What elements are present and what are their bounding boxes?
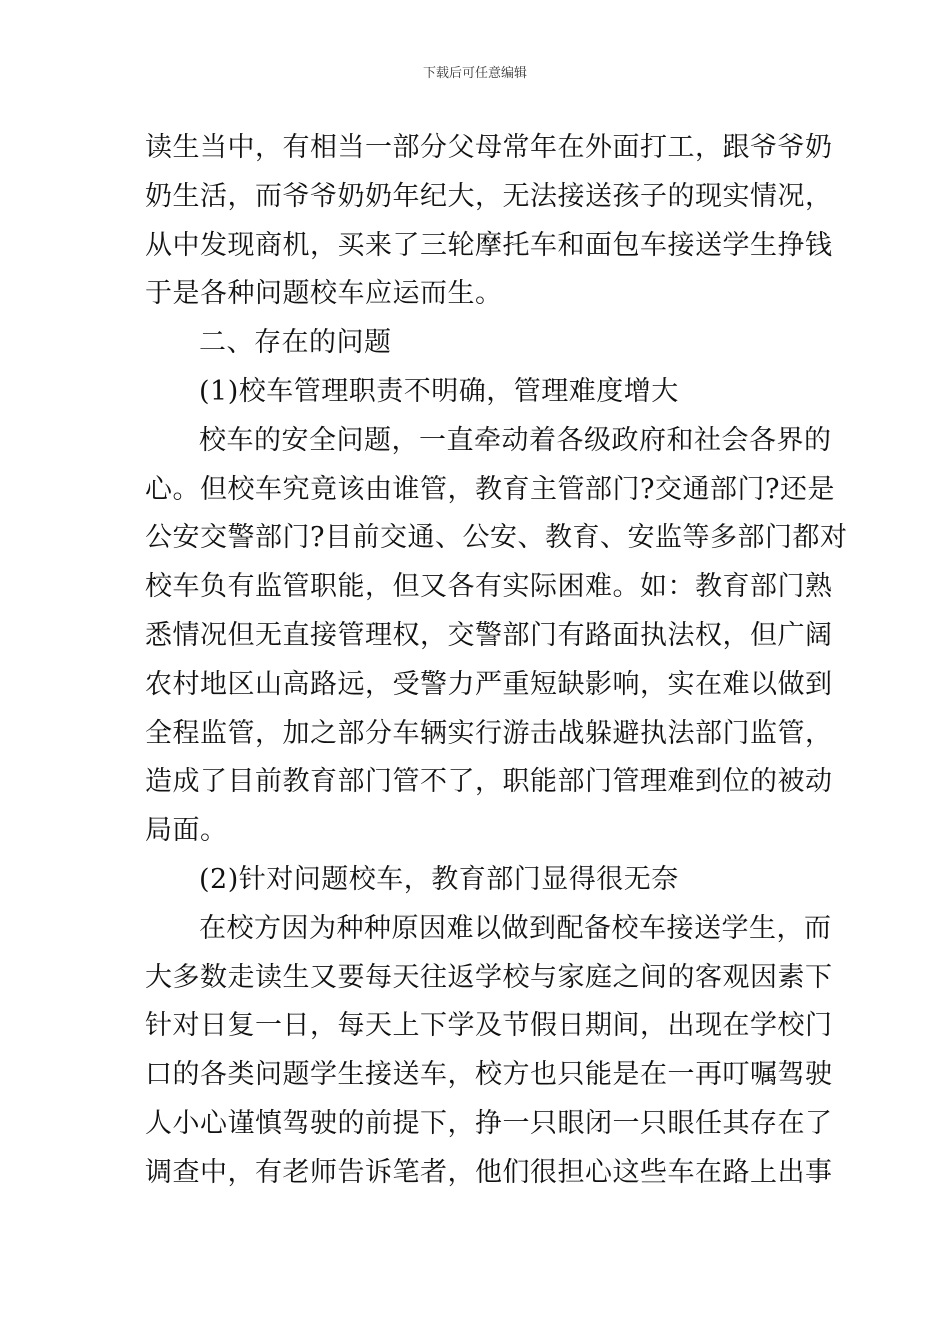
text-line: 从中发现商机，买来了三轮摩托车和面包车接送学生挣钱 bbox=[145, 229, 833, 261]
page-header: 下载后可任意编辑 bbox=[422, 66, 527, 81]
text-line: 调查中，有老师告诉笔者，他们很担心这些车在路上出事 bbox=[145, 1156, 833, 1188]
text-line: 二、存在的问题 bbox=[199, 327, 392, 359]
text-line: 造成了目前教育部门管不了，职能部门管理难到位的被动 bbox=[145, 766, 833, 798]
text-line: 大多数走读生又要每天往返学校与家庭之间的客观因素下 bbox=[145, 961, 833, 993]
text-line: 人小心谨慎驾驶的前提下，挣一只眼闭一只眼任其存在了 bbox=[145, 1107, 833, 1139]
text-line: 农村地区山高路远，受警力严重短缺影响，实在难以做到 bbox=[145, 668, 833, 700]
document-body bbox=[145, 124, 848, 1198]
text-line: 校车负有监管职能，但又各有实际困难。如：教育部门熟 bbox=[145, 571, 833, 603]
text-line: 针对日复一日，每天上下学及节假日期间，出现在学校门 bbox=[145, 1010, 833, 1042]
text-line: 悉情况但无直接管理权，交警部门有路面执法权，但广阔 bbox=[145, 619, 833, 651]
text-line: 校车的安全问题，一直牵动着各级政府和社会各界的 bbox=[199, 424, 832, 456]
text-line: (2)针对问题校车，教育部门显得很无奈 bbox=[199, 863, 679, 895]
text-line: 奶生活，而爷爷奶奶年纪大，无法接送孩子的现实情况， bbox=[145, 180, 833, 212]
text-line: 公安交警部门?目前交通、公安、教育、安监等多部门都对 bbox=[145, 522, 848, 554]
text-line: 全程监管，加之部分车辆实行游击战躲避执法部门监管， bbox=[145, 717, 833, 749]
text-line: 心。但校车究竟该由谁管，教育主管部门?交通部门?还是 bbox=[145, 473, 835, 505]
text-line: 读生当中，有相当一部分父母常年在外面打工，跟爷爷奶 bbox=[145, 132, 833, 163]
text-line: 口的各类问题学生接送车，校方也只能是在一再叮嘱驾驶 bbox=[145, 1059, 833, 1091]
text-line: 于是各种问题校车应运而生。 bbox=[145, 278, 503, 310]
text-line: (1)校车管理职责不明确，管理难度增大 bbox=[199, 375, 679, 407]
text-line: 在校方因为种种原因难以做到配备校车接送学生，而 bbox=[199, 912, 832, 944]
text-line: 局面。 bbox=[145, 815, 228, 847]
